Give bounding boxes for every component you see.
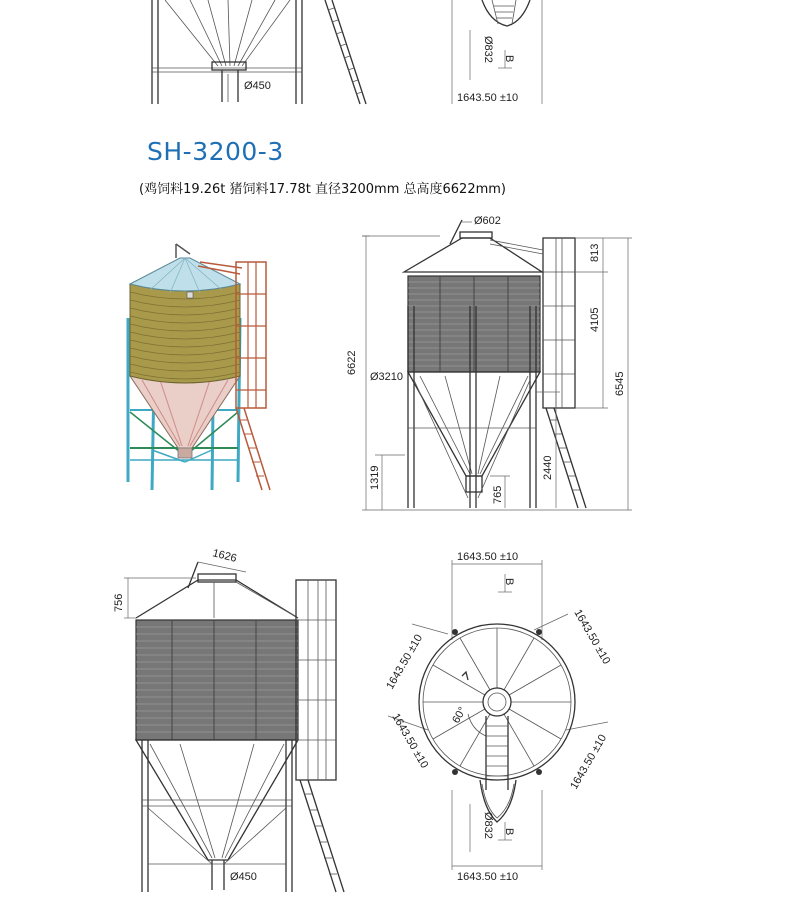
top-ladder-label: Ø832	[482, 36, 494, 63]
front-outlet-height: 2440	[542, 455, 554, 480]
top-fragment-top-view	[452, 0, 542, 104]
side-roof-dim: 1626	[211, 547, 238, 565]
top-view	[388, 560, 608, 870]
topview-top-width: 1643.50 ±10	[457, 551, 519, 563]
topview-left-lower: 1643.50 ±10	[389, 711, 431, 771]
front-body-height: 4105	[589, 307, 601, 332]
front-leg-height: 1319	[369, 465, 381, 490]
topview-b-top: B	[503, 578, 515, 586]
front-roof-height: 813	[589, 243, 601, 262]
topview-left-upper: 1643.50 ±10	[384, 632, 426, 692]
front-ladder-height: 6545	[614, 371, 626, 396]
silo-3d-render	[128, 244, 270, 490]
front-outlet-dim: 765	[492, 485, 504, 504]
topview-ladder-label: Ø832	[482, 812, 494, 839]
top-width-label: 1643.50 ±10	[457, 92, 519, 104]
topview-angle: 60°	[450, 705, 469, 726]
topview-right-upper: 1643.50 ±10	[571, 607, 613, 667]
front-diameter: Ø3210	[370, 371, 404, 383]
side-outlet-label: Ø450	[230, 871, 257, 883]
topview-right-lower: 1643.50 ±10	[568, 732, 610, 792]
top-outlet-label: Ø450	[244, 80, 271, 92]
front-total-height: 6622	[346, 350, 358, 375]
top-b-label: B	[503, 55, 515, 63]
front-top-opening: Ø602	[474, 215, 501, 227]
model-subtitle: (鸡饲料19.26t 猪饲料17.78t 直径3200mm 总高度6622mm)	[139, 182, 506, 197]
side-roof-height: 756	[113, 593, 125, 612]
model-title: SH-3200-3	[147, 137, 284, 166]
side-elevation	[124, 562, 344, 892]
front-elevation	[362, 220, 632, 510]
topview-bottom-width: 1643.50 ±10	[457, 871, 519, 883]
topview-b-bottom: B	[503, 828, 515, 836]
